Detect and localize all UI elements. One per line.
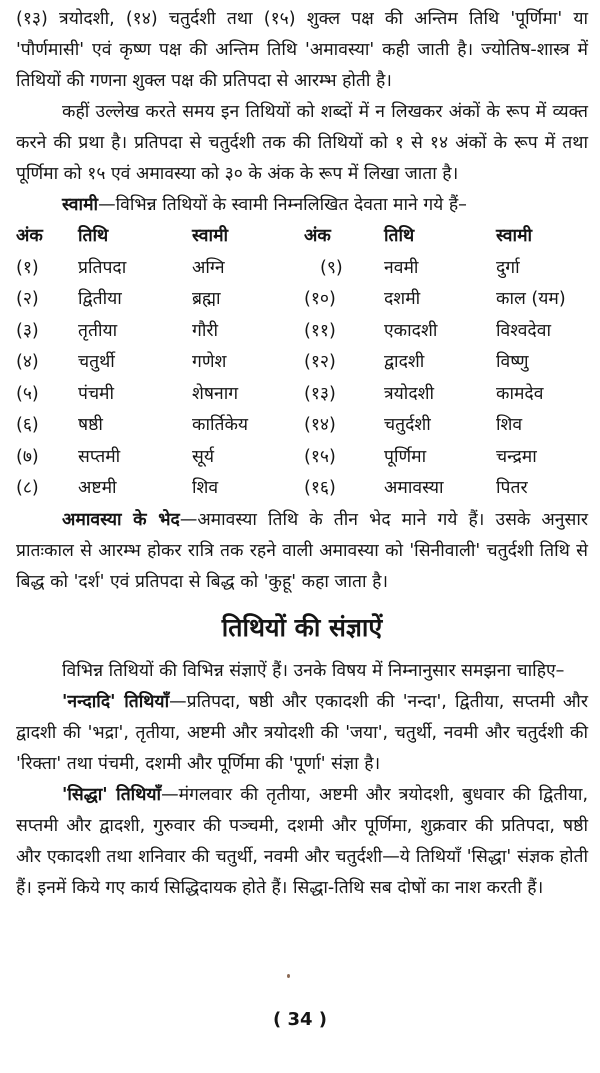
table-row [16,410,576,442]
siddha-label: 'सिद्धा' तिथियाँ [62,784,162,805]
cell-tithi: त्रयोदशी [384,383,435,404]
cell-number: (११) [304,320,336,341]
paragraph-tithi-names: (१३) त्रयोदशी, (१४) चतुर्दशी तथा (१५) शुक्ल पक्ष की अन्तिम तिथि 'पूर्णिमा' या 'पौर्णमासी' एवं कृष्ण पक्ष की अन्तिम तिथि 'अमावस्या' कही जाती है। ज्योतिष-शास्त्र में तिथियों की गणना शुक्ल पक्ष की प्रतिपदा से आरम्भ होती है। [16,9,588,91]
cell-lord: कार्तिकेय [192,415,249,436]
cell-tithi: अमावस्या [384,478,444,499]
cell-number: (७) [16,446,39,467]
cell-tithi: पंचमी [78,383,115,404]
ink-speck [287,974,290,978]
table-row [16,347,576,379]
cell-number: (६) [16,415,39,436]
cell-number: (१४) [304,415,336,436]
lords-text: —विभिन्न तिथियों के स्वामी निम्नलिखित देवता माने गये हैं– [98,195,467,215]
cell-tithi: चतुर्थी [78,352,115,373]
header-number: अंक [304,226,331,247]
table-row [16,284,576,316]
cell-number: (२) [16,289,39,310]
tithi-lords-table [16,221,576,505]
table-row [16,379,576,411]
cell-tithi: पूर्णिमा [384,446,427,467]
cell-lord: विश्वदेवा [496,320,551,341]
table-row [16,316,576,348]
table-row [16,253,576,285]
table-row [16,442,576,474]
cell-number: (१६) [304,478,336,499]
cell-lord: विष्णु [496,352,529,373]
header-tithi: तिथि [384,226,415,247]
cell-number: (१३) [304,383,336,404]
paragraph-designations-intro: विभिन्न तिथियों की विभिन्न संज्ञाऐं हैं। उनके विषय में निम्नानुसार समझना चाहिए– [62,660,565,681]
cell-tithi: एकादशी [384,320,438,341]
paragraph-siddha [16,780,588,904]
nandadi-text: —प्रतिपदा, षष्ठी और एकादशी की 'नन्दा', द्वितीया, सप्तमी और द्वादशी की 'भद्रा', तृतीया, अष्टमी और त्रयोदशी की 'जया', चतुर्थी, नवमी और चतुर्दशी की 'रिक्ता' तथा पंचमी, दशमी और पूर्णिमा की 'पूर्णा' संज्ञा है। [16,691,588,774]
cell-number: (१५) [304,446,336,467]
cell-lord: सूर्य [192,446,214,467]
lords-label: स्वामी [62,195,99,215]
paragraph-amavasya-types [16,505,588,598]
nandadi-label: 'नन्दादि' तिथियाँ [62,691,170,712]
cell-lord: गौरी [192,320,219,341]
page-number: ( 34 ) [272,1009,328,1030]
cell-number: (९) [320,257,343,278]
cell-lord: दुर्गा [496,257,520,278]
header-number: अंक [16,226,43,247]
cell-lord: शेषनाग [192,383,239,404]
cell-tithi: अष्टमी [78,478,117,499]
cell-lord: चन्द्रमा [496,446,537,467]
cell-number: (१०) [304,289,336,310]
cell-number: (५) [16,383,39,404]
paragraph-lords-intro [16,190,588,221]
amavasya-types-text: —अमावस्या तिथि के तीन भेद माने गये हैं। उसके अनुसार प्रातःकाल से आरम्भ होकर रात्रि तक रहने वाली अमावस्या को 'सिनीवाली' चतुर्दशी तिथि से बिद्ध को 'दर्श' एवं प्रतिपदा से बिद्ध को 'कुहू' कहा जाता है। [16,509,589,592]
cell-number: (१२) [304,352,336,373]
cell-tithi: प्रतिपदा [78,257,127,278]
cell-tithi: तृतीया [78,320,118,341]
cell-tithi: नवमी [384,257,419,278]
cell-lord: काल (यम) [496,289,566,310]
cell-tithi: षष्ठी [78,415,103,436]
paragraph-nandadi [16,687,588,780]
cell-number: (४) [16,352,39,373]
header-lord: स्वामी [192,226,229,247]
cell-lord: पितर [496,478,528,499]
table-header-row [16,221,576,253]
header-lord: स्वामी [496,226,533,247]
cell-tithi: चतुर्दशी [384,415,431,436]
cell-lord: अग्नि [192,257,225,278]
cell-number: (३) [16,320,39,341]
cell-number: (८) [16,478,39,499]
cell-tithi: दशमी [384,289,421,310]
cell-tithi: द्वितीया [78,289,122,310]
header-tithi: तिथि [78,226,109,247]
cell-lord: ब्रह्मा [192,289,221,310]
cell-lord: शिव [192,478,219,499]
cell-tithi: सप्तमी [78,446,121,467]
cell-lord: गणेश [192,352,227,373]
page-content [16,4,588,904]
paragraph-numeric-notation: कहीं उल्लेख करते समय इन तिथियों को शब्दों में न लिखकर अंकों के रूप में व्यक्त करने की प्रथा है। प्रतिपदा से चतुर्दशी तक की तिथियों को १ से १४ अंकों के रूप में तथा पूर्णिमा को १५ एवं अमावस्या को ३० के अंक के रूप में लिखा जाता है। [16,102,588,184]
cell-tithi: द्वादशी [384,352,425,373]
table-row [16,473,576,505]
amavasya-types-label: अमावस्या के भेद [62,509,180,530]
cell-lord: शिव [496,415,523,436]
siddha-text: —मंगलवार की तृतीया, अष्टमी और त्रयोदशी, बुधवार की द्वितीया, सप्तमी और द्वादशी, गुरुवार की पञ्चमी, दशमी और पूर्णिमा, शुक्रवार की प्रतिपदा, षष्ठी और एकादशी तथा शनिवार की चतुर्थी, नवमी और चतुर्दशी—ये तिथियाँ 'सिद्धा' संज्ञक होती हैं। इनमें किये गए कार्य सिद्धिदायक होते हैं। सिद्धा-तिथि सब दोषों का नाश करती हैं। [16,784,589,898]
cell-lord: कामदेव [496,383,544,404]
section-heading: तिथियों की संज्ञाऐं [221,612,383,642]
cell-number: (१) [16,257,39,278]
